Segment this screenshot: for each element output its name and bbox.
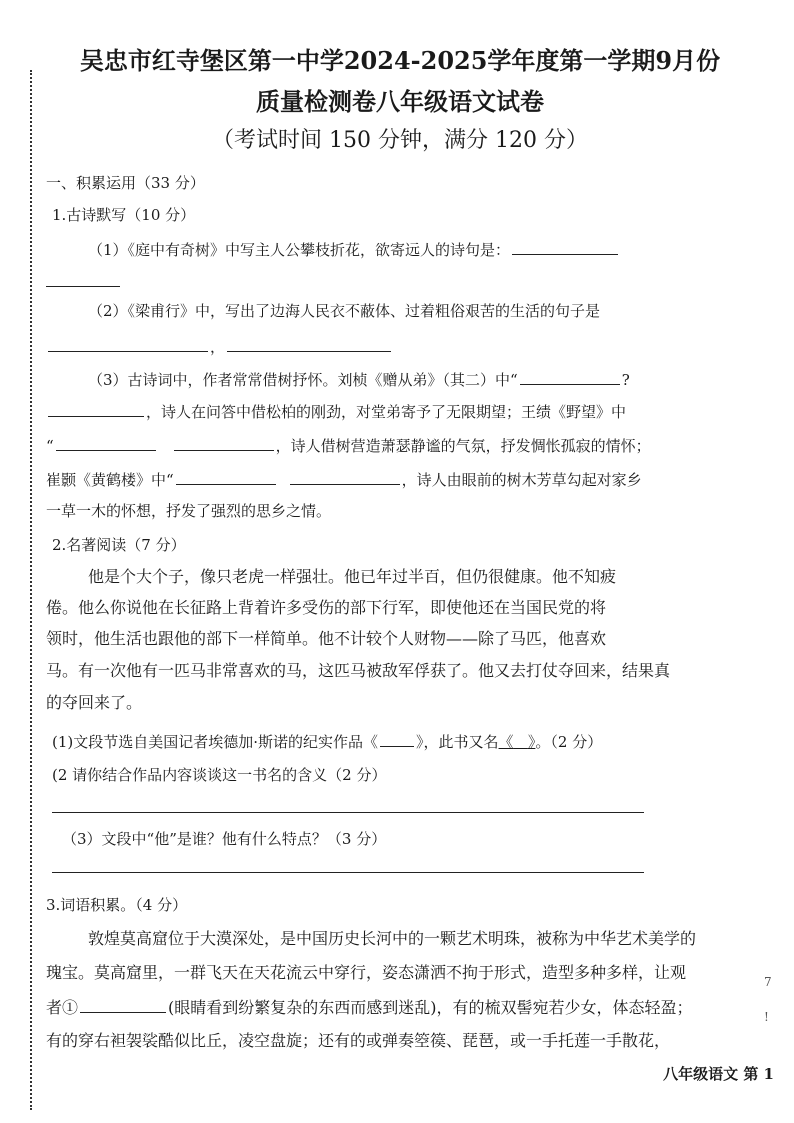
q3-passage-line: 有的穿右袒袈裟酷似比丘，凌空盘旋；还有的或弹奏箜篌、琵琶，或一手托莲一手散花， (46, 1031, 671, 1050)
answer-blank[interactable] (174, 434, 274, 451)
section-heading: 一、积累运用（33 分） (46, 174, 205, 192)
answer-blank[interactable] (56, 434, 156, 451)
q1-item3-text: ，诗人由眼前的树木芳草勾起对家乡 (401, 471, 642, 489)
exam-title-line1: 吴忠市红寺堡区第一中学2024-2025学年度第一学期9月份 (79, 46, 721, 75)
q2-sub1-text: (1)文段节选自美国记者埃德加·斯诺的纪实作品《 (52, 733, 379, 751)
margin-mark: 7 (764, 975, 772, 989)
q1-item2-blanks (46, 335, 736, 358)
answer-blank[interactable] (46, 286, 120, 287)
answer-blank[interactable] (48, 335, 208, 352)
q3-passage-line: 敦煌莫高窟位于大漠深处，是中国历史长河中的一颗艺术明珠，被称为中华艺术美学的 (88, 929, 697, 948)
q2-sub2: (2 请你结合作品内容谈谈这一书名的含义（2 分） (52, 766, 387, 784)
q2-passage-line: 倦。他么你说他在长征路上背着许多受伤的部下行军，即使他还在当国民党的将 (46, 598, 607, 617)
q1-item3-text: （3）古诗词中，作者常常借树抒怀。刘桢《赠从弟》（其二）中“ (88, 371, 518, 389)
page-footer: 八年级语文 第 1 (663, 1065, 774, 1083)
q1-item1-text: （1）《庭中有奇树》中写主人公攀枝折花，欲寄远人的诗句是： (88, 241, 511, 259)
binding-dotted-line (30, 70, 32, 1110)
answer-blank[interactable] (512, 238, 618, 255)
margin-mark: ! (764, 1010, 769, 1024)
q1-heading: 1.古诗默写（10 分） (52, 206, 196, 224)
answer-line[interactable] (52, 872, 644, 873)
q2-sub1-text: 》，此书又名 (416, 733, 499, 751)
q2-passage-line: 马。有一次他有一匹马非常喜欢的马，这匹马被敌军俘获了。他又去打仗夺回来，结果真 (46, 661, 671, 680)
q1-item3-line3 (46, 434, 736, 457)
q1-item3-line2 (46, 400, 736, 423)
q2-passage-line: 领时，他生活也跟他的部下一样简单。他不计较个人财物——除了马匹，他喜欢 (46, 629, 607, 648)
exam-title-line2: 质量检测卷八年级语文试卷 (256, 87, 544, 116)
q3-passage-line (46, 996, 736, 1019)
q1-item3-text: ，诗人在问答中借松柏的刚劲，对堂弟寄予了无限期望；王绩《野望》中 (146, 403, 627, 421)
punctuation: ? (621, 371, 630, 389)
q1-item3-line1 (88, 368, 778, 391)
q3-passage-text: 者① (46, 998, 79, 1017)
q2-sub1 (52, 730, 742, 753)
q1-item2: （2）《梁甫行》中，写出了边海人民衣不蔽体、过着粗俗艰苦的生活的句子是 (88, 302, 601, 320)
answer-blank[interactable] (520, 368, 620, 385)
q3-passage-text: (眼睛看到纷繁复杂的东西而感到迷乱)，有的梳双髻宛若少女，体态轻盈； (168, 998, 693, 1017)
q2-passage-line: 的夺回来了。 (46, 693, 143, 712)
q3-passage-line: 瑰宝。莫高窟里，一群飞天在天花流云中穿行，姿态潇洒不拘于形式，造型多种多样，让观 (46, 963, 687, 982)
q1-item1 (88, 238, 778, 261)
q2-sub1-text: 。（2 分） (535, 733, 603, 751)
answer-blank[interactable] (80, 996, 166, 1013)
answer-blank[interactable] (227, 335, 391, 352)
answer-blank[interactable] (48, 400, 144, 417)
answer-blank[interactable] (176, 468, 276, 485)
q1-item3-text: 崔颢《黄鹤楼》中“ (46, 471, 174, 489)
q3-heading: 3.词语积累。（4 分） (46, 896, 188, 914)
answer-blank[interactable]: 《 》 (498, 733, 536, 751)
q1-item3-line4 (46, 468, 736, 491)
q2-sub3: （3）文段中“他”是谁？他有什么特点？（3 分） (62, 830, 387, 848)
q2-heading: 2.名著阅读（7 分） (52, 536, 186, 554)
q1-item3-text: ，诗人借树营造萧瑟静谧的气氛，抒发惆怅孤寂的情怀； (275, 437, 651, 455)
exam-subtitle: （考试时间 150 分钟，满分 120 分） (212, 128, 588, 153)
q2-passage-line: 他是个大个子，像只老虎一样强壮。他已年过半百，但仍很健康。他不知疲 (88, 567, 617, 586)
quote-mark: “ (46, 437, 54, 455)
answer-line[interactable] (52, 812, 644, 813)
comma: ， (210, 338, 226, 356)
answer-blank[interactable] (380, 730, 414, 747)
q1-item3-line5: 一草一木的怀想，抒发了强烈的思乡之情。 (46, 502, 332, 520)
answer-blank[interactable] (290, 468, 400, 485)
